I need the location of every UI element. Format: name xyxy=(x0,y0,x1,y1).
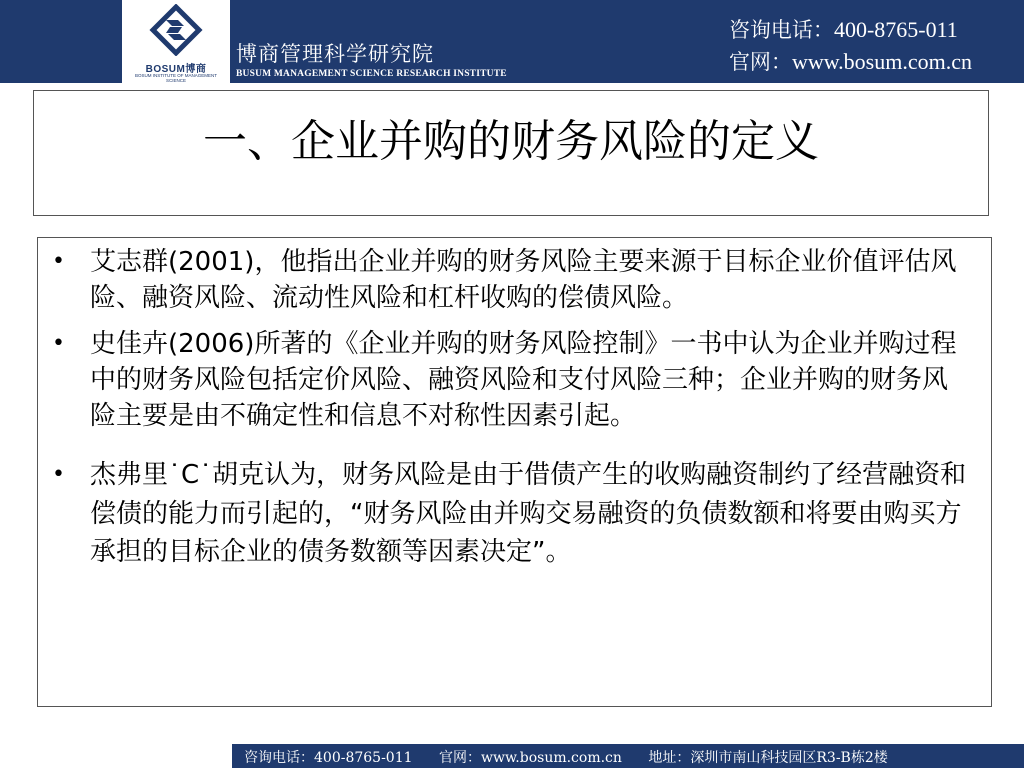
header-site-label: 官网： xyxy=(728,50,792,74)
logo xyxy=(122,0,230,83)
institute-name-en: BUSUM MANAGEMENT SCIENCE RESEARCH INSTITUTE xyxy=(236,69,507,79)
title-box xyxy=(33,90,989,216)
footer-contact xyxy=(244,747,910,767)
list-item xyxy=(38,244,991,316)
bullet-icon: • xyxy=(52,331,65,356)
bullet-icon: • xyxy=(52,249,65,274)
logo-subtitle: BOSUM INSTITUTE OF MANAGEMENT SCIENCE xyxy=(134,73,217,83)
footer-address: 地址：深圳市南山科技园区R3-B栋2楼 xyxy=(648,750,888,766)
logo-diamond-icon xyxy=(148,4,204,56)
bullet-icon: • xyxy=(52,462,65,487)
header-phone: 400-8765-011 xyxy=(833,17,958,42)
header-site: www.bosum.com.cn xyxy=(791,49,972,74)
institute-name-cn: 博商管理科学研究院 xyxy=(236,42,434,66)
footer-band xyxy=(232,744,1024,768)
list-item xyxy=(38,326,991,434)
header-phone-row xyxy=(729,14,972,46)
header-contact xyxy=(729,14,972,78)
bullet-text: 杰弗里˙C˙胡克认为，财务风险是由于借债产生的收购融资制约了经营融资和偿债的能力而引起的，“财务风险由并购交易融资的负债数额和将要由购买方承担的目标企业的债务数额等因素决定”。 xyxy=(90,460,967,567)
bullet-list xyxy=(38,238,991,572)
bullet-text: 艾志群(2001)，他指出企业并购的财务风险主要来源于目标企业价值评估风险、融资风险、流动性风险和杠杆收购的偿债风险。 xyxy=(90,247,957,313)
slide-title: 一、企业并购的财务风险的定义 xyxy=(203,116,819,167)
header-band xyxy=(0,0,1024,83)
footer-site: 官网：www.bosum.com.cn xyxy=(439,750,622,766)
list-item xyxy=(38,456,991,572)
content-box xyxy=(37,237,992,707)
bullet-text: 史佳卉(2006)所著的《企业并购的财务风险控制》一书中认为企业并购过程中的财务风险包括定价风险、融资风险和支付风险三种；企业并购的财务风险主要是由不确定性和信息不对称性因素引起。 xyxy=(90,329,957,431)
logo-wordmark: BOSUM博商 xyxy=(145,64,207,75)
header-phone-label: 咨询电话： xyxy=(728,18,834,42)
footer-phone: 咨询电话：400-8765-011 xyxy=(244,750,413,766)
header-site-row xyxy=(729,46,972,78)
